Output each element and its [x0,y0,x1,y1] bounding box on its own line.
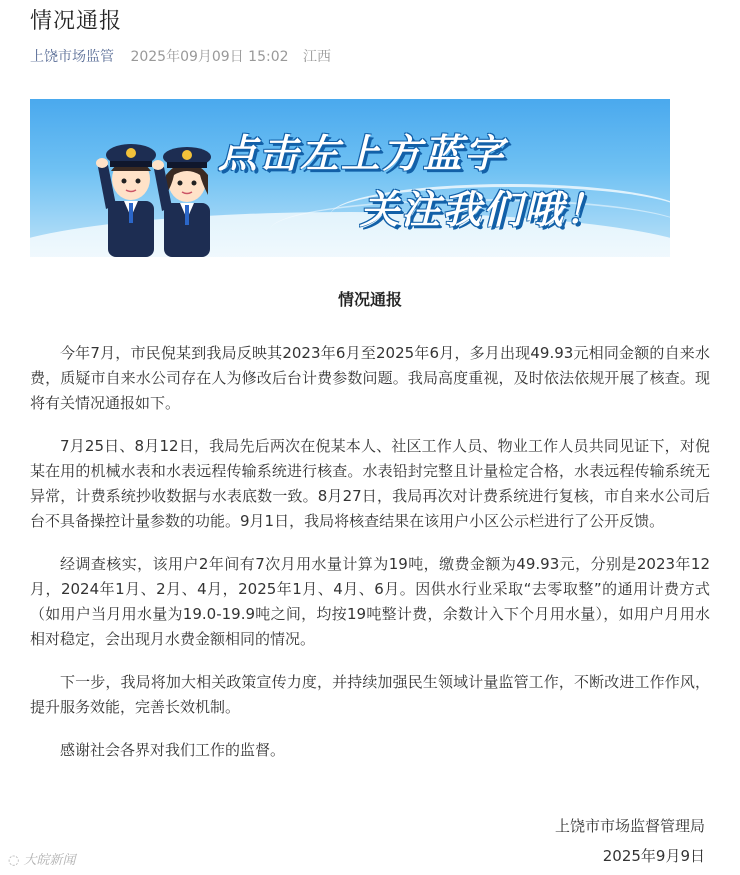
article-paragraph: 经调查核实，该用户2年间有7次月用水量计算为19吨，缴费金额为49.93元，分别是2023年12月，2024年1月、2月、4月，2025年1月、4月、6月。因供水行业采取“去零取整”的通用计费方式（如用户当月用水量为19.0-19.9吨之间，均按19吨整计费，余数计入下个月用水量），如用户月用水相对稳定，会出现月水费金额相同的情况。 [30,555,710,648]
article-title: 情况通报 [337,290,402,309]
officer-figure [96,144,156,257]
article-body [30,341,710,781]
watermark-logo-icon: ◌ [8,853,20,868]
watermark-text: 大皖新闻 [23,853,76,868]
watermark [8,849,76,868]
officers-illustration [80,131,230,257]
banner-slogan-line1: 点击左上方蓝字 [218,132,506,177]
article-paragraph: 感谢社会各界对我们工作的监督。 [60,741,286,759]
issuer-signature: 上饶市市场监督管理局 [554,817,705,835]
article-meta [30,46,331,66]
page-title: 情况通报 [30,9,123,34]
article-paragraph: 下一步，我局将加大相关政策宣传力度，并持续加强民生领域计量监管工作，不断改进工作作风，提升服务效能，完善长效机制。 [30,673,710,716]
officer-figure [152,147,211,257]
article-paragraph: 今年7月，市民倪某到我局反映其2023年6月至2025年6月，多月出现49.93元相同金额的自来水费，质疑市自来水公司存在人为修改后台计费参数问题。我局高度重视，及时依法依规开展了核查。现将有关情况通报如下。 [30,344,710,412]
publish-date: 2025年09月09日 15:02 [130,49,289,65]
article-paragraph: 7月25日、8月12日，我局先后两次在倪某本人、社区工作人员、物业工作人员共同见证下，对倪某在用的机械水表和水表远程传输系统进行核查。水表铅封完整且计量检定合格，水表远程传输系统无异常，计费系统抄收数据与水表底数一致。8月27日，我局再次对计费系统进行复核，市自来水公司后台不具备操控计量参数的功能。9月1日，我局将核查结果在该用户小区公示栏进行了公开反馈。 [30,437,710,530]
follow-banner-image [30,99,670,257]
account-name-link[interactable]: 上饶市场监管 [30,49,114,65]
banner-slogan-line2: 关注我们哦！ [360,188,607,233]
issue-date: 2025年9月9日 [602,847,705,865]
publish-location: 江西 [302,49,331,65]
